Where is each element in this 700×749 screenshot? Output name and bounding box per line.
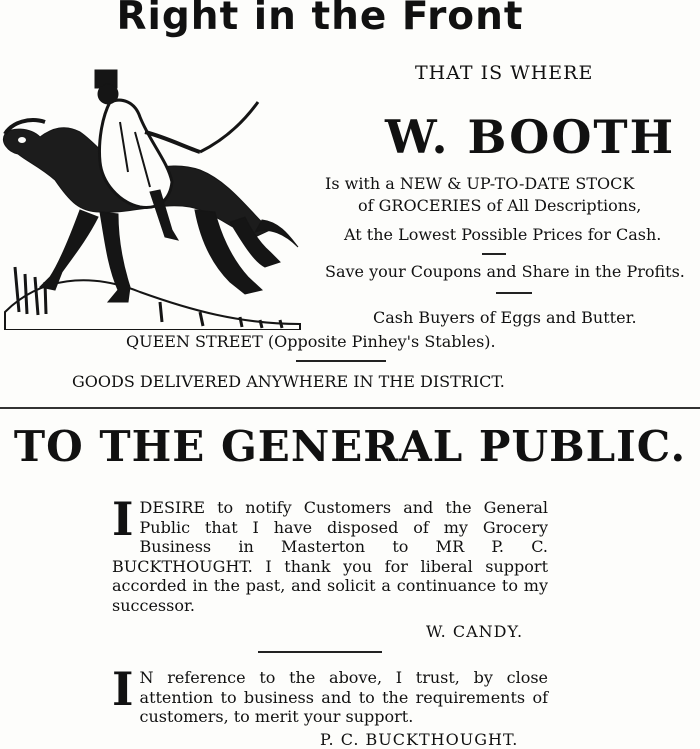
ad-line-1: Is with a NEW & UP-TO-DATE STOCK <box>325 174 635 193</box>
merchant-name: W. BOOTH <box>385 110 676 164</box>
notice-paragraph-1-text: DESIRE to notify Customers and the General Public that I have disposed of my Grocery Business in Masterton to MR P. C. BUCKTHOUGHT. I thank you for liberal support accorded in the past, and solicit a continuance to my successor. <box>112 498 548 615</box>
ad-line-4: Save your Coupons and Share in the Profits. <box>325 262 685 281</box>
ad-line-5: Cash Buyers of Eggs and Butter. <box>373 308 637 327</box>
drop-cap-1: I <box>112 492 134 546</box>
short-rule-3 <box>296 360 386 362</box>
short-rule-4 <box>258 651 382 653</box>
notice-paragraph-1 <box>112 492 548 615</box>
ad-line-2: of GROCERIES of All Descriptions, <box>358 196 642 215</box>
that-is-where: THAT IS WHERE <box>415 62 594 84</box>
horseman-illustration <box>0 62 310 330</box>
notice-heading: TO THE GENERAL PUBLIC. <box>13 422 687 471</box>
signature-candy: W. CANDY. <box>426 622 524 641</box>
headline: Right in the Front <box>116 0 524 39</box>
signature-buckthought: P. C. BUCKTHOUGHT. <box>320 730 519 749</box>
short-rule-2 <box>496 292 532 294</box>
notice-paragraph-2-text: N reference to the above, I trust, by close attention to business and to the requirements of customers, to merit your support. <box>139 668 548 726</box>
sword <box>200 102 258 152</box>
delivery-notice: GOODS DELIVERED ANYWHERE IN THE DISTRICT. <box>72 372 505 391</box>
notice-paragraph-2 <box>112 662 548 727</box>
address: QUEEN STREET (Opposite Pinhey's Stables). <box>126 332 496 351</box>
short-rule-1 <box>482 253 506 255</box>
drop-cap-2: I <box>112 662 134 716</box>
ad-line-3: At the Lowest Possible Prices for Cash. <box>344 225 662 244</box>
section-divider <box>0 407 700 409</box>
